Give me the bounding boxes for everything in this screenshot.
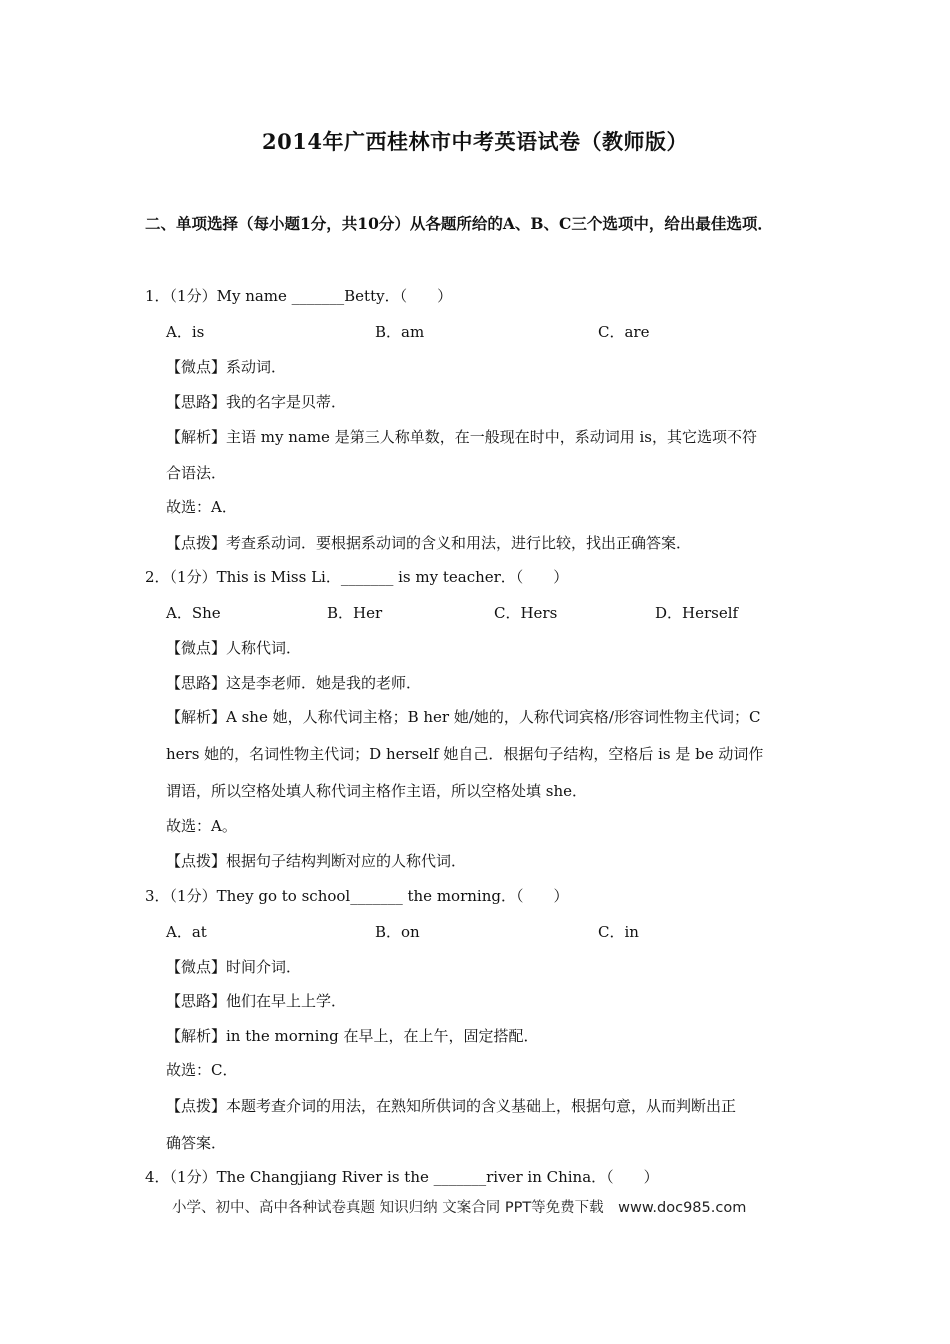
q1-option-b: B．am [375,323,425,341]
question-2-stem: 2．（1分）This is Miss Li．_______ is my teacher．（ ） [145,568,569,586]
question-1-stem: 1．（1分）My name _______Betty．（ ） [145,287,453,305]
q1-answer: 故选：A． [166,498,237,516]
q3-tip-line-1: 【点拨】本题考查介词的用法，在熟知所供词的含义基础上，根据句意，从而判断出正 [166,1097,737,1115]
section-heading: 二、单项选择（每小题1分，共10分）从各题所给的A、B、C三个选项中，给出最佳选项． [145,214,773,233]
q3-option-c: C．in [598,923,639,941]
q2-idea: 【思路】这是李老师．她是我的老师． [166,674,422,692]
q1-option-c: C．are [598,323,650,341]
q1-option-a: A．is [166,323,205,341]
q3-option-b: B．on [375,923,420,941]
page-title: 2014年广西桂林市中考英语试卷（教师版） [262,129,688,154]
q1-tip: 【点拨】考查系动词．要根据系动词的含义和用法，进行比较，找出正确答案． [166,534,692,552]
q3-analysis: 【解析】in the morning 在早上，在上午，固定搭配． [166,1027,539,1045]
q2-analysis-line-3: 谓语，所以空格处填人称代词主格作主语，所以空格处填 she． [166,782,588,800]
q3-option-a: A．at [166,923,207,941]
q3-point: 【微点】时间介词． [166,958,302,976]
q1-idea: 【思路】我的名字是贝蒂． [166,393,347,411]
q2-point: 【微点】人称代词． [166,639,302,657]
q1-point: 【微点】系动词． [166,358,287,376]
question-3-stem: 3．（1分）They go to school_______ the morning．（ ） [145,887,569,905]
q1-analysis-line-1: 【解析】主语 my name 是第三人称单数，在一般现在时中，系动词用 is，其它选项不符 [166,428,757,446]
q2-option-b: B．Her [327,604,383,622]
q2-analysis-line-1: 【解析】A she 她，人称代词主格；B her 她/她的，人称代词宾格/形容词性物主代词；C [166,708,761,726]
q3-tip-line-2: 确答案． [166,1134,227,1152]
q2-option-a: A．She [166,604,221,622]
q2-answer: 故选：A。 [166,817,237,835]
q2-tip: 【点拨】根据句子结构判断对应的人称代词． [166,852,467,870]
q2-option-c: C．Hers [494,604,558,622]
question-4-stem: 4．（1分）The Changjiang River is the _______river in China．（ ） [145,1168,659,1186]
page-footer: 小学、初中、高中各种试卷真题 知识归纳 文案合同 PPT等免费下载 www.doc985.com [172,1200,747,1216]
q2-analysis-line-2: hers 她的，名词性物主代词；D herself 她自己．根据句子结构，空格后 is 是 be 动词作 [166,745,764,763]
q2-option-d: D．Herself [655,604,739,622]
q3-idea: 【思路】他们在早上上学． [166,992,347,1010]
q1-analysis-line-2: 合语法． [166,464,227,482]
q3-answer: 故选：C． [166,1061,238,1079]
